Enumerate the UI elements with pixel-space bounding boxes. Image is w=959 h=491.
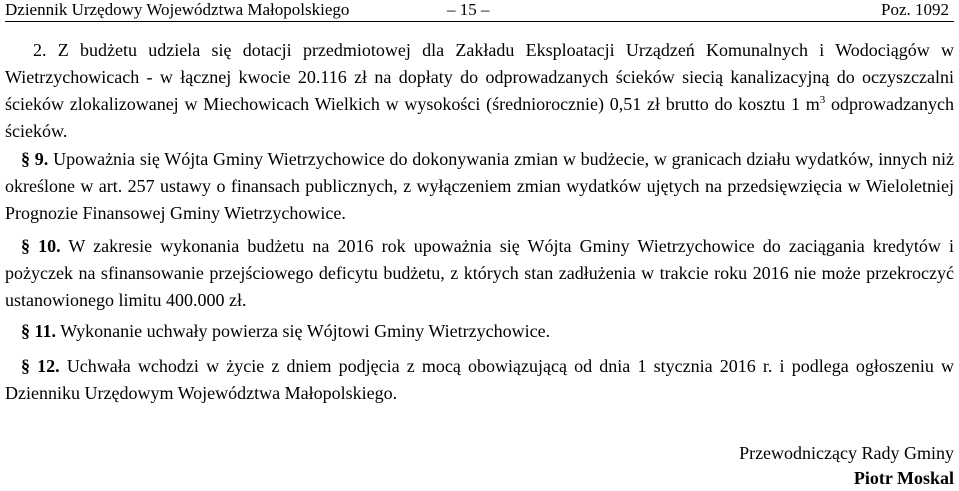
section-11-text: Wykonanie uchwały powierza się Wójtowi Gminy Wietrzychowice.	[56, 321, 551, 341]
section-10-paragraph	[5, 233, 954, 314]
section-11-paragraph	[5, 318, 954, 345]
cubic-meter-superscript: 3	[819, 94, 826, 106]
signatory-name: Piotr Moskal	[853, 468, 954, 488]
budget-subsidy-text-end: odprowadzanych ścieków.	[5, 94, 955, 141]
signatory-role: Przewodniczący Rady Gminy	[739, 443, 954, 463]
section-10-label: § 10.	[21, 236, 61, 256]
section-12-paragraph	[5, 353, 954, 407]
position-number: Poz. 1092	[881, 0, 949, 19]
section-11-label: § 11.	[21, 321, 57, 341]
section-9-paragraph	[5, 146, 954, 227]
journal-title: Dziennik Urzędowy Województwa Małopolskiego	[5, 0, 350, 19]
budget-subsidy-text: 2. Z budżetu udziela się dotacji przedmiotowej dla Zakładu Eksploatacji Urządzeń Komunalnych i Wodociągów w Wietrzychowicach - w łącznej kwocie 20.116 zł na dopłaty do odprowadzanych ścieków siecią kanalizacyjną do oczyszczalni ścieków zlokalizowanej w Miechowicach Wielkich w wysokości (średniorocznie) 0,51 zł brutto do kosztu 1 m	[5, 40, 954, 114]
section-10-text: W zakresie wykonania budżetu na 2016 rok upoważnia się Wójta Gminy Wietrzychowice do zaciągania kredytów i pożyczek na sfinansowanie przejściowego deficytu budżetu, z których stan zadłużenia w trakcie roku 2016 nie może przekroczyć ustanowionego limitu 400.000 zł.	[5, 236, 954, 310]
page-number: – 15 –	[447, 0, 490, 19]
section-9-text: Upoważnia się Wójta Gminy Wietrzychowice do dokonywania zmian w budżecie, w granicach działu wydatków, innych niż określone w art. 257 ustawy o finansach publicznych, z wyłączeniem zmian wydatków ujętych na przedsięwzięcia w Wieloletniej Prognozie Finansowej Gminy Wietrzychowice.	[5, 149, 955, 223]
section-12-text: Uchwała wchodzi w życie z dniem podjęcia z mocą obowiązującą od dnia 1 stycznia 2016 r. i podlega ogłoszeniu w Dzienniku Urzędowym Województwa Małopolskiego.	[5, 356, 954, 403]
section-12-label: § 12.	[21, 356, 60, 376]
budget-subsidy-paragraph	[5, 37, 954, 145]
page-header	[5, 0, 954, 22]
section-9-label: § 9.	[21, 149, 49, 169]
